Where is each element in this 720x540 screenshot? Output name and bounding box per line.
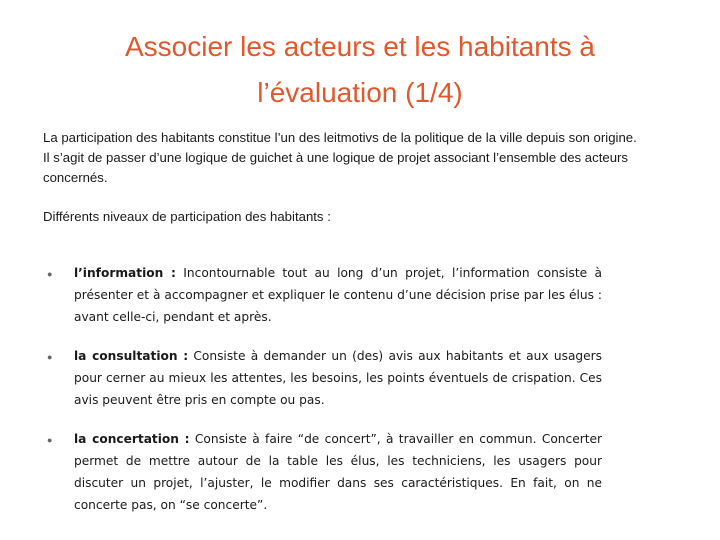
- title-line-1: Associer les acteurs et les habitants à: [124, 31, 595, 62]
- bullet-dot-icon: ●: [47, 269, 53, 279]
- list-item: [47, 345, 602, 411]
- list-item-term: l’information :: [74, 266, 176, 280]
- list-item: [47, 428, 602, 516]
- intro-paragraph-2: Il s’agit de passer d’une logique de guichet à une logique de projet associant l’ensemble des acteurs concernés.: [43, 150, 629, 185]
- intro-text: [43, 128, 643, 227]
- list-item-term: la consultation :: [74, 349, 189, 363]
- list-item-term: la concertation :: [74, 432, 190, 446]
- list-item: [47, 262, 602, 328]
- list-item-text: [74, 428, 602, 516]
- spacer: [43, 188, 643, 207]
- intro-paragraph-1: La participation des habitants constitue l’un des leitmotivs de la politique de la ville depuis son origine.: [43, 130, 637, 145]
- intro-paragraph-3: Différents niveaux de participation des habitants :: [43, 209, 331, 224]
- list-item-text: [74, 262, 602, 328]
- list-item-description: Consiste à demander un (des) avis aux habitants et aux usagers pour cerner au mieux les attentes, les besoins, les points éventuels de crispation. Ces avis peuvent être pris en compte ou pas.: [74, 349, 603, 407]
- slide-title: [40, 24, 680, 116]
- bullet-dot-icon: ●: [47, 435, 53, 445]
- participation-levels-list: [47, 262, 602, 533]
- title-line-2: l’évaluation (1/4): [257, 77, 463, 108]
- bullet-dot-icon: ●: [47, 352, 53, 362]
- list-item-text: [74, 345, 602, 411]
- list-item-description: Consiste à faire “de concert”, à travailler en commun. Concerter permet de mettre autour de la table les élus, les techniciens, les usagers pour discuter un projet, l’ajuster, le modifier dans ses caractéristiques. En fait, on ne concerte pas, on “se concerte”.: [74, 432, 603, 512]
- list-item-description: Incontournable tout au long d’un projet, l’information consiste à présenter et à accompagner et expliquer le contenu d’une décision prise par les élus : avant celle-ci, pendant et après.: [74, 266, 602, 324]
